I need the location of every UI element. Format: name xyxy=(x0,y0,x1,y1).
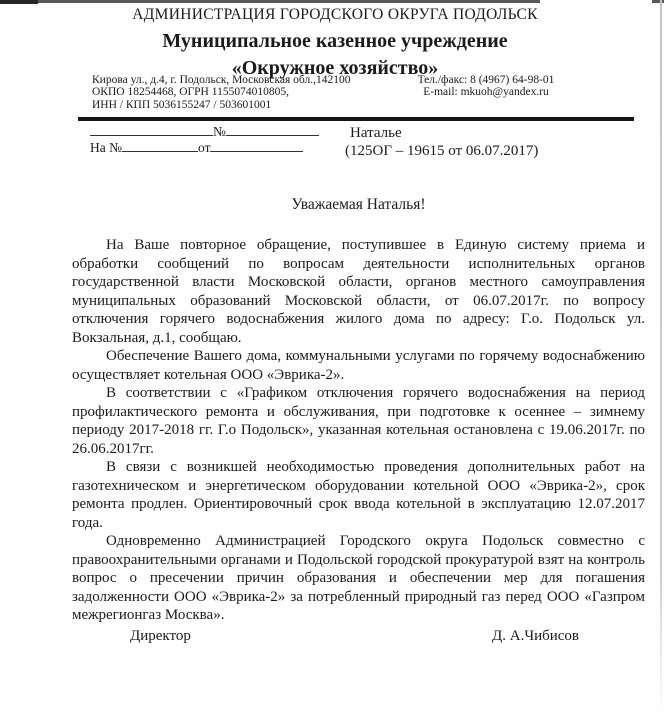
org-address-block xyxy=(92,74,402,111)
paragraph-debt-control: Одновременно Администрацией Городского округа Подольск совместно с правоохранительными органами и Подольской городской прокуратурой взят на контроль вопрос о пресечении причин образования и обеспечении мер для погашения задолженности ООО «Эврика-2» за потребленный природный газ перед ООО «Газпром межрегионгаз Москва». xyxy=(72,533,645,623)
incoming-reference-number: (125ОГ – 19615 от 06.07.2017) xyxy=(345,143,539,159)
letterhead-divider-rule xyxy=(78,117,634,121)
org-name-quoted: «Окружное хозяйство» xyxy=(231,57,439,79)
addressee-name: Наталье xyxy=(350,125,402,141)
paragraph-boiler-provider: Обеспечение Вашего дома, коммунальными услугами по горячему водоснабжению осуществляет котельная ООО «Эврика-2». xyxy=(72,348,645,383)
outgoing-number-blank xyxy=(226,123,319,136)
org-contact-block xyxy=(400,74,572,99)
scan-artifact-top-edge xyxy=(0,0,540,3)
incoming-number-row xyxy=(90,139,319,155)
number-sign-label: № xyxy=(213,124,226,139)
outgoing-date-blank xyxy=(90,123,213,136)
paragraph-appeal: На Ваше повторное обращение, поступившее в Единую систему приема и обработки сообщений по вопросам деятельности исполнительных органов государственной власти Московской области, органов местного самоуправления муниципальных образований Московской области, от 06.07.2017г. по вопросу отключения горячего водоснабжения жилого дома по адресу: Г.о. Подольск ул. Вокзальная, д.1, сообщаю. xyxy=(72,237,645,346)
org-name-administration: АДМИНИСТРАЦИЯ ГОРОДСКОГО ОКРУГА ПОДОЛЬСК xyxy=(132,6,538,23)
incoming-number-blank xyxy=(122,139,198,152)
signature-row xyxy=(72,628,645,645)
reference-number-block xyxy=(90,123,319,155)
scan-artifact-top-right-edge xyxy=(652,0,664,3)
incoming-date-blank xyxy=(210,139,303,152)
org-name-institution: Муниципальное казенное учреждение xyxy=(162,30,508,52)
org-email: E-mail: mkuoh@yandex.ru xyxy=(423,86,549,99)
signer-position: Директор xyxy=(130,628,191,644)
letter-body xyxy=(72,236,645,625)
scan-artifact-top-left-cap xyxy=(0,0,38,4)
salutation: Уважаемая Наталья! xyxy=(291,196,426,213)
org-okpo-ogrn-line: ОКПО 18254468, ОГРН 1155074010805, xyxy=(92,86,289,99)
on-number-label: На № xyxy=(90,140,122,155)
org-inn-kpp-line: ИНН / КПП 5036155247 / 503601001 xyxy=(92,98,272,111)
addressee-block xyxy=(345,124,538,160)
scan-artifact-right-edge xyxy=(660,0,662,712)
from-label: от xyxy=(198,140,211,155)
paragraph-shutdown-schedule: В соответствии с «Графиком отключения горячего водоснабжения на период профилактического ремонта и обслуживания, при подготовке к осеннее – зимнему периоду 2017-2018 гг. Г.о Подольск», указанная котельная остановлена с 19.06.2017г. по 26.06.2017гг. xyxy=(72,385,645,457)
signer-name: Д. А.Чибисов xyxy=(492,628,579,644)
paragraph-repair-extension: В связи с возникшей необходимостью проведения дополнительных работ на газотехническом и энергетическом оборудовании котельной ООО «Эврика-2», срок ремонта продлен. Ориентировочный срок ввода котельной в эксплуатацию 12.07.2017 года. xyxy=(72,459,645,531)
letterhead xyxy=(30,6,640,80)
org-address-line: Кирова ул., д.4, г. Подольск, Московская обл.,142100 xyxy=(92,74,351,86)
outgoing-number-row xyxy=(90,123,319,139)
org-phone: Тел./факс: 8 (4967) 64-98-01 xyxy=(417,74,555,86)
